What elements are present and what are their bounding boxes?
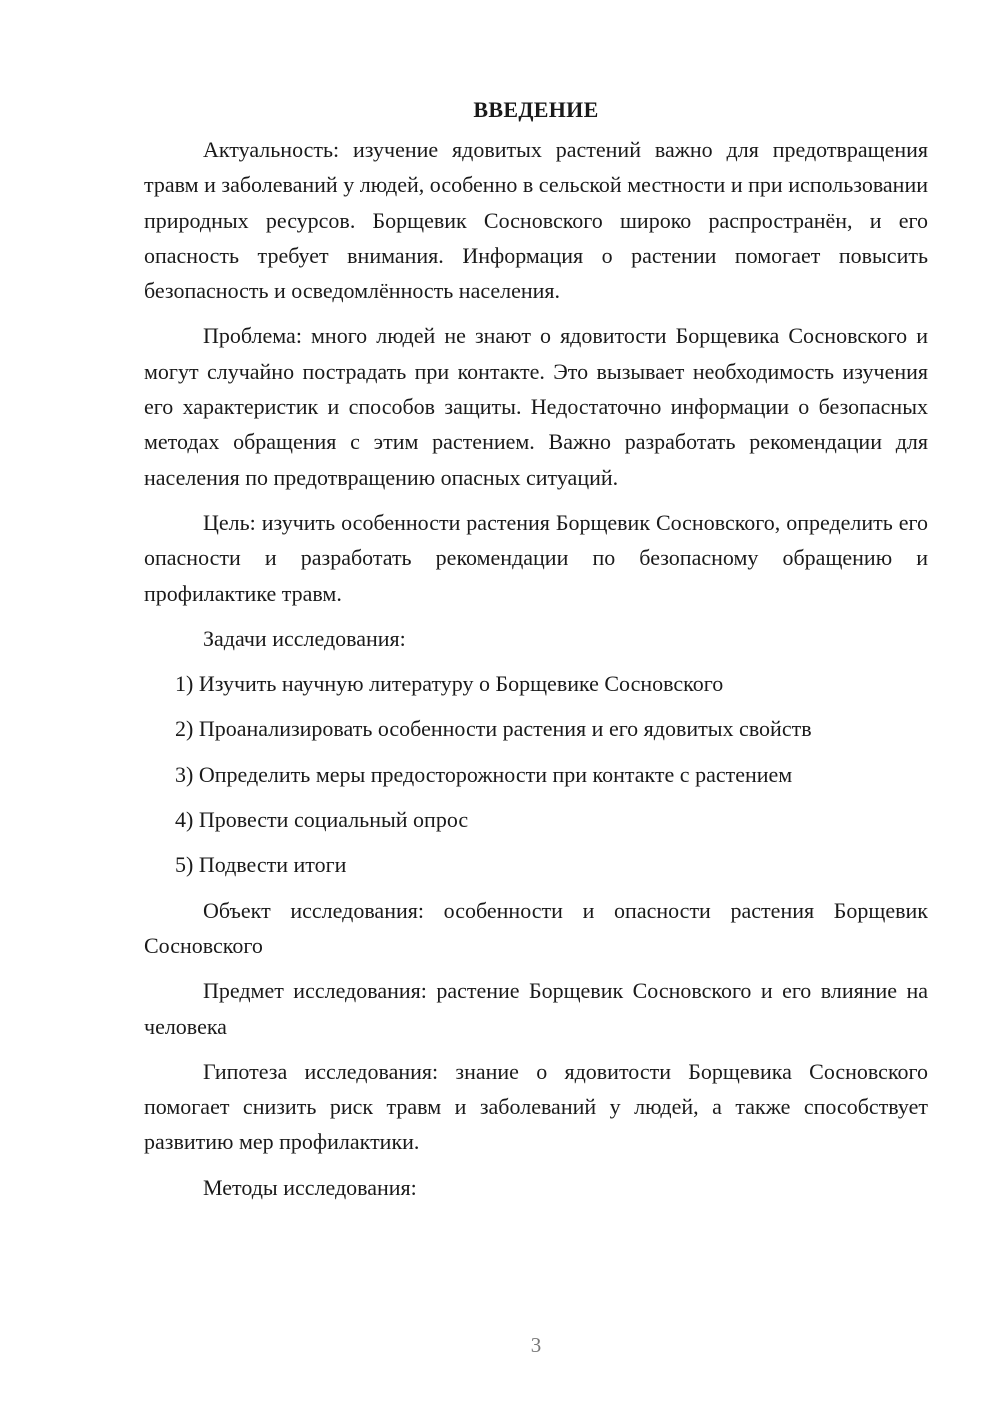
object-paragraph: Объект исследования: особенности и опасности растения Борщевик Сосновского bbox=[144, 897, 928, 958]
page-number: 3 bbox=[530, 1333, 542, 1357]
methods-heading: Методы исследования: bbox=[203, 1174, 417, 1200]
task-item-1: 1) Изучить научную литературу о Борщевике Сосновского bbox=[175, 671, 724, 697]
task-item-5: 5) Подвести итоги bbox=[175, 852, 347, 878]
relevance-paragraph: Актуальность: изучение ядовитых растений важно для предотвращения травм и заболеваний у людей, особенно в сельской местности и при использовании природных ресурсов. Борщевик Сосновского широко распространён, и его опасность требует внимания. Информация о растении помогает повысить безопасность и осведомлённость населения. bbox=[144, 137, 928, 304]
goal-paragraph: Цель: изучить особенности растения Борщевик Сосновского, определить его опасности и разработать рекомендации по безопасному обращению и профилактике травм. bbox=[144, 509, 928, 606]
document-page bbox=[144, 92, 928, 1215]
section-title: ВВЕДЕНИЕ bbox=[473, 97, 599, 122]
subject-paragraph: Предмет исследования: растение Борщевик Сосновского и его влияние на человека bbox=[144, 978, 928, 1039]
hypothesis-paragraph: Гипотеза исследования: знание о ядовитости Борщевика Сосновского помогает снизить риск травм и заболеваний у людей, а также способствует развитию мер профилактики. bbox=[144, 1058, 928, 1155]
task-item-2: 2) Проанализировать особенности растения и его ядовитых свойств bbox=[175, 716, 812, 742]
task-item-3: 3) Определить меры предосторожности при контакте с растением bbox=[175, 761, 793, 787]
tasks-heading: Задачи исследования: bbox=[203, 625, 406, 651]
problem-paragraph: Проблема: много людей не знают о ядовитости Борщевика Сосновского и могут случайно пострадать при контакте. Это вызывает необходимость изучения его характеристик и способов защиты. Недостаточно информации о безопасных методах обращения с этим растением. Важно разработать рекомендации для населения по предотвращению опасных ситуаций. bbox=[144, 323, 928, 490]
tasks-list bbox=[144, 666, 928, 882]
task-item-4: 4) Провести социальный опрос bbox=[175, 807, 469, 833]
